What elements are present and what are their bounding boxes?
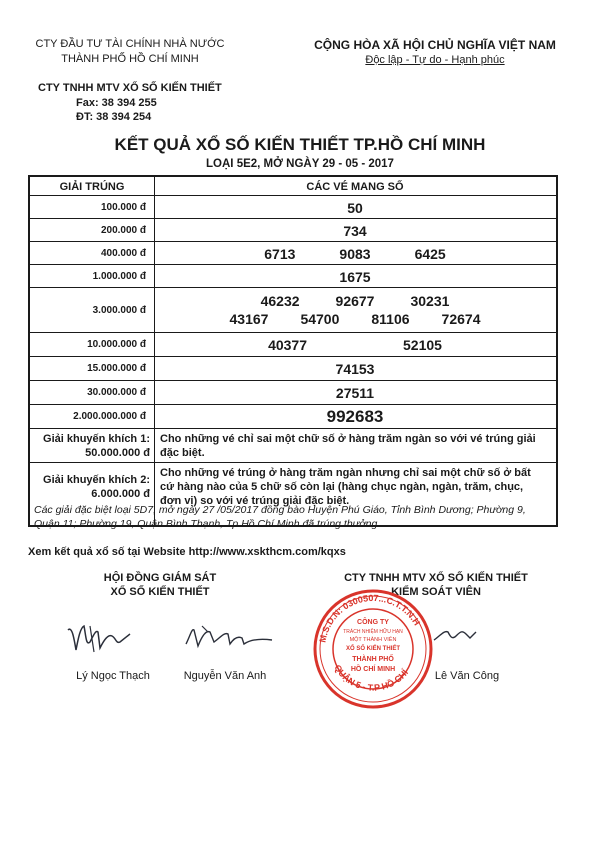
- signer-name-2: Nguyễn Văn Anh: [183, 670, 267, 682]
- consolation-label: [30, 473, 154, 501]
- controller-company: CTY TNHH MTV XỔ SỐ KIẾN THIẾT: [344, 572, 528, 584]
- consolation-title: Giải khuyến khích 1:: [43, 433, 150, 445]
- document-subtitle: LOẠI 5E2, MỞ NGÀY 29 - 05 - 2017: [206, 158, 394, 170]
- table-row: [30, 332, 556, 356]
- winning-numbers: [154, 357, 556, 381]
- winning-number: 6713: [264, 246, 296, 262]
- issuer-line-2: THÀNH PHỐ HỒ CHÍ MINH: [61, 53, 199, 65]
- winning-number: 43167: [229, 311, 269, 327]
- signer-name-1: Lý Ngọc Thạch: [76, 670, 150, 682]
- table-row: [30, 241, 556, 264]
- winning-number: 72674: [441, 311, 481, 327]
- winning-number: 81106: [371, 311, 410, 327]
- consolation-amount: 50.000.000 đ: [85, 447, 150, 459]
- seal-ring-bottom: QUẬN 5 - T.P HỒ CHÍ: [332, 662, 411, 693]
- seal-line: TRÁCH NHIỆM HỮU HẠN: [343, 629, 403, 635]
- company-seal-stamp: [308, 584, 438, 714]
- winning-number: 734: [343, 223, 367, 239]
- winning-number: 52105: [403, 337, 442, 353]
- issuer-line-1: CTY ĐẦU TƯ TÀI CHÍNH NHÀ NƯỚC: [35, 38, 225, 50]
- winning-number: 54700: [300, 311, 340, 327]
- winning-number: 9083: [339, 246, 371, 262]
- table-row: [30, 356, 556, 380]
- special-prize-note: Các giải đặc biệt loại 5D7, mở ngày 27 /05/2017 đồng bào Huyện Phú Giáo, Tỉnh Bình Dương; Phường 9, Quận 11; Phường 19, Quận Bình Thạnh, Tp.Hồ Chí Minh đã trúng thưởng.: [34, 504, 526, 530]
- prize-amount: 400.000 đ: [100, 248, 146, 259]
- winning-numbers: [154, 333, 556, 357]
- seal-line: HỒ CHÍ MINH: [350, 666, 396, 673]
- signer-name-3: Lê Văn Công: [434, 670, 500, 682]
- controller-title: KIỂM SOÁT VIÊN: [391, 586, 481, 598]
- prize-amount: 15.000.000 đ: [87, 363, 146, 374]
- consolation-description: Cho những vé chỉ sai một chữ số ở hàng trăm ngàn so với vé trúng giải đặc biệt.: [160, 433, 536, 459]
- winning-numbers: [154, 405, 556, 429]
- document-title: KẾT QUẢ XỔ SỐ KIẾN THIẾT TP.HỒ CHÍ MINH: [114, 135, 486, 154]
- column-header-prize: GIẢI TRÚNG: [59, 181, 125, 193]
- table-row: [30, 287, 556, 332]
- table-row: [30, 380, 556, 404]
- table-row-consolation-1: [30, 428, 556, 462]
- winning-numbers: [154, 242, 556, 265]
- prize-amount: 10.000.000 đ: [87, 339, 146, 350]
- prize-amount: 3.000.000 đ: [92, 305, 146, 316]
- signature-nguyen-van-anh: [180, 618, 280, 658]
- table-row: [30, 218, 556, 241]
- table-row: [30, 195, 556, 218]
- winning-number: 30231: [410, 293, 450, 309]
- prize-amount: 1.000.000 đ: [92, 271, 146, 282]
- winning-numbers: [154, 196, 556, 219]
- winning-number: 74153: [335, 361, 375, 377]
- national-motto: Độc lập - Tự do - Hạnh phúc: [365, 54, 505, 66]
- supervisory-board-subtitle: XỔ SỐ KIẾN THIẾT: [110, 586, 210, 598]
- company-phone: ĐT: 38 394 254: [76, 111, 152, 123]
- consolation-description: Cho những vé trúng ở hàng trăm ngàn nhưng chỉ sai một chữ số ở bất cứ hàng nào của 5 chữ số còn lại (hàng chục ngàn, ngàn, trăm, chục, đơn vị) so với vé trúng giải đặc biệt.: [160, 467, 531, 507]
- supervisory-board-title: HỘI ĐỒNG GIÁM SÁT: [103, 572, 217, 584]
- prize-amount: 200.000 đ: [100, 225, 146, 236]
- seal-ring-text: M.S.D.N: 0300507...C.T.T.N.H: [317, 592, 423, 644]
- website-line: Xem kết quả xổ số tại Website http://www.xskthcm.com/kqxs: [28, 546, 346, 558]
- winning-numbers: [154, 219, 556, 242]
- column-header-numbers: CÁC VÉ MANG SỐ: [306, 181, 404, 193]
- winning-number: 40377: [268, 337, 307, 353]
- company-fax: Fax: 38 394 255: [76, 97, 157, 109]
- national-title: CỘNG HÒA XÃ HỘI CHỦ NGHĨA VIỆT NAM: [314, 38, 556, 52]
- seal-line: MỘT THÀNH VIÊN: [349, 637, 397, 643]
- winning-number: 6425: [414, 246, 446, 262]
- winning-number: 92677: [335, 293, 375, 309]
- winning-number: 46232: [260, 293, 300, 309]
- winning-numbers: [154, 265, 556, 288]
- winning-numbers: [154, 381, 556, 405]
- table-row: [30, 264, 556, 287]
- table-row-special-prize: [30, 404, 556, 428]
- winning-number-special: 992683: [326, 407, 384, 426]
- consolation-amount: 6.000.000 đ: [91, 488, 150, 500]
- prize-amount: 30.000.000 đ: [87, 387, 146, 398]
- signature-ly-ngoc-thach: [60, 612, 150, 662]
- seal-line: THÀNH PHỐ: [352, 656, 394, 663]
- consolation-label: [30, 432, 154, 460]
- prize-amount: 2.000.000.000 đ: [73, 411, 146, 422]
- seal-line: CÔNG TY: [357, 619, 389, 626]
- winning-numbers: [154, 288, 556, 333]
- seal-line: XỔ SỐ KIẾN THIẾT: [345, 646, 401, 652]
- winning-number: 27511: [335, 385, 375, 401]
- winning-number: 1675: [339, 269, 371, 285]
- prize-amount: 100.000 đ: [100, 202, 146, 213]
- company-name: CTY TNHH MTV XỔ SỐ KIẾN THIẾT: [38, 82, 222, 94]
- results-table: [28, 175, 558, 527]
- consolation-title: Giải khuyến khích 2:: [43, 474, 150, 486]
- winning-number: 50: [347, 200, 363, 216]
